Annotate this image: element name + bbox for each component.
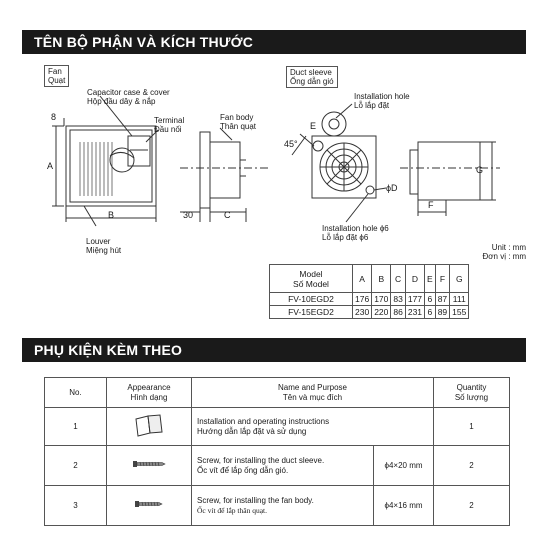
acc-name-vn: Ốc vít để lắp thân quạt. [197,505,267,515]
spec-row [270,306,469,319]
spec-cell-model: FV-15EGD2 [270,306,353,319]
spec-col-e: E [425,265,436,293]
acc-cell-quantity: 2 [434,446,510,486]
acc-cell-name [192,486,374,526]
acc-cell-name [192,446,374,486]
acc-header-row [45,378,510,408]
spec-cell: 155 [450,306,469,319]
acc-cell-appearance [107,408,192,446]
install-hole-top-label [354,92,410,110]
duct-side-tube [418,142,480,200]
terminal-label-vn: Đầu nối [154,125,182,134]
dim-c: C [224,210,231,220]
acc-header-appearance-en: Appearance [127,382,171,392]
acc-header-name-en: Name and Purpose [278,382,347,392]
fan-side-body [210,142,240,198]
spec-cell-model: FV-10EGD2 [270,293,353,306]
spec-cell: 86 [391,306,405,319]
acc-name-vn: Hướng dẫn lắp đặt và sử dụng [197,426,307,436]
spec-row [270,293,469,306]
louver-slats [80,142,112,196]
acc-cell-quantity: 1 [434,408,510,446]
louver-label [86,237,121,255]
fanbody-label-en: Fan body [220,113,254,122]
screw-short-icon [134,499,164,509]
acc-cell-quantity: 2 [434,486,510,526]
spec-col-f: F [435,265,449,293]
section-title-parts-dimensions: TÊN BỘ PHẬN VÀ KÍCH THƯỚC [22,30,526,54]
fanbody-label [220,113,256,131]
spec-cell: 83 [391,293,405,306]
duct-label-box [286,66,338,88]
dim-d: ϕD [386,183,398,193]
install-hole-bottom-en: Installation hole ϕ6 [322,224,389,233]
acc-row [45,486,510,526]
spec-col-d: D [405,265,424,293]
spec-table [269,264,469,319]
capacitor-label-en: Capacitor case & cover [87,88,170,97]
capacitor-box [128,136,150,166]
unit-en: Unit : mm [491,243,526,252]
fan-label-vn: Quạt [48,76,66,85]
acc-row [45,446,510,486]
dim-angle: 45° [284,139,298,149]
fan-label-en: Fan [48,67,62,76]
acc-cell-no: 2 [45,446,107,486]
screw-icon [132,459,166,469]
acc-cell-appearance [107,446,192,486]
dim-f: F [428,200,434,210]
fan-label-box [44,65,69,87]
spec-col-b: B [372,265,391,293]
dim-g: G [476,165,484,175]
capacitor-label-vn: Hộp đầu dây & nắp [87,97,156,106]
capacitor-label [87,88,170,106]
spec-cell: 89 [435,306,449,319]
install-hole-top-vn: Lỗ lắp đặt [354,101,390,110]
spec-header-model-vn: Số Model [293,278,329,289]
spec-col-a: A [353,265,372,293]
dim-30: 30 [183,210,194,220]
fan-motor-outline [110,148,134,172]
acc-name-en: Screw, for installing the duct sleeve. [197,455,325,465]
louver-label-vn: Miệng hút [86,246,122,255]
unit-vn: Đơn vị : mm [482,252,526,261]
acc-cell-size: ϕ4×20 mm [374,446,434,486]
acc-header-name [192,378,434,408]
fanbody-label-vn: Thân quạt [220,122,257,131]
acc-cell-size: ϕ4×16 mm [374,486,434,526]
fan-side-flange [200,132,210,208]
terminal-label-en: Terminal [154,116,185,125]
terminal-label [154,116,184,134]
unit-note [462,243,526,261]
spec-cell: 177 [405,293,424,306]
booklet-icon [132,413,166,437]
acc-header-name-vn: Tên và mục đích [282,392,343,402]
acc-header-quantity-vn: Số lượng [454,392,489,402]
acc-cell-name [192,408,434,446]
acc-header-appearance [107,378,192,408]
install-hole-top-en: Installation hole [354,92,410,101]
acc-cell-no: 1 [45,408,107,446]
spec-cell: 220 [372,306,391,319]
dim-a: A [47,161,54,171]
spec-cell: 230 [353,306,372,319]
acc-header-quantity-en: Quantity [456,382,487,392]
duct-top-boss [322,112,346,136]
louver-label-en: Louver [86,237,111,246]
install-hole-bottom-label [322,224,389,242]
acc-header-appearance-vn: Hình dạng [130,392,168,402]
spec-cell: 176 [353,293,372,306]
spec-header-model-en: Model [299,268,323,279]
duct-label-vn: Ống dẫn gió [290,77,334,86]
spec-header-row [270,265,469,293]
acc-header-no: No. [45,378,107,408]
duct-label-en: Duct sleeve [290,68,332,77]
acc-cell-no: 3 [45,486,107,526]
spec-cell: 87 [435,293,449,306]
dim-e: E [310,121,317,131]
acc-name-en: Installation and operating instructions [197,416,330,426]
dim-b: B [108,210,115,220]
install-hole-bottom-vn: Lỗ lắp đặt ϕ6 [322,233,369,242]
acc-header-quantity [434,378,510,408]
acc-name-vn: Ốc vít để lắp ống dẫn gió. [197,465,289,475]
acc-row [45,408,510,446]
spec-cell: 170 [372,293,391,306]
section-title-accessories: PHỤ KIỆN KÈM THEO [22,338,526,362]
acc-cell-appearance [107,486,192,526]
spec-cell: 6 [425,293,436,306]
spec-cell: 111 [450,293,469,306]
spec-col-g: G [450,265,469,293]
spec-cell: 6 [425,306,436,319]
spec-header-model [270,265,353,293]
dim-8: 8 [51,112,57,122]
accessories-table [44,377,510,526]
spec-col-c: C [391,265,405,293]
duct-side-flange [410,150,418,194]
spec-cell: 231 [405,306,424,319]
acc-name-en: Screw, for installing the fan body. [197,495,314,505]
